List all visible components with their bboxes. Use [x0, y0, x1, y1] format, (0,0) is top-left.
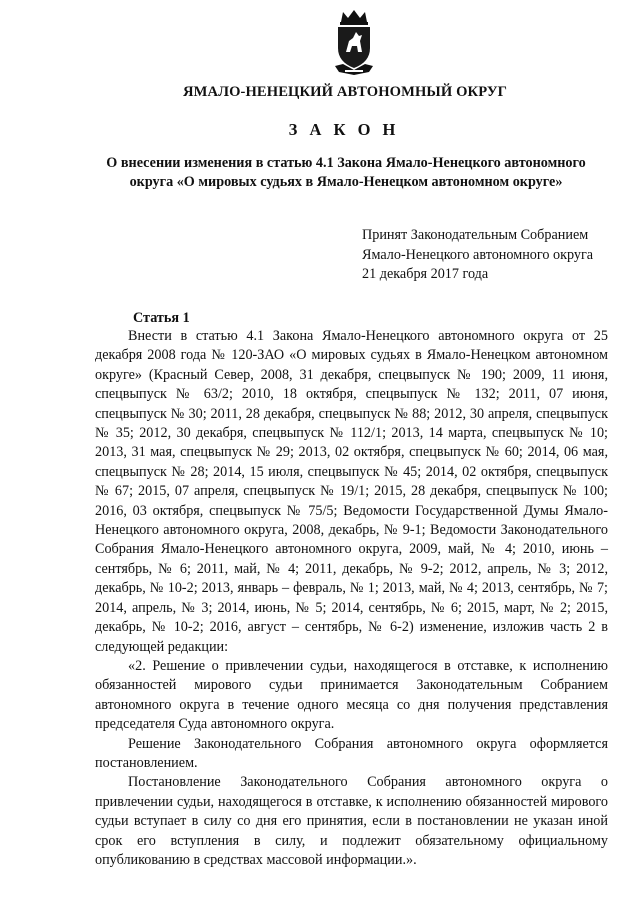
article-paragraph: Внести в статью 4.1 Закона Ямало-Ненецкого автономного округа от 25 декабря 2008 года № 120-ЗАО «О мировых судьях в Ямало-Ненецком автономном округе» (Красный Север, 2008, 31 декабря, спецвыпуск № 190; 2009, 11 июня, спецвыпуск № 63/2; 2010, 18 октября, спецвыпуск № 132; 2011, 07 июня, спецвыпуск № 30; 2011, 28 декабря, спецвыпуск № 88; 2012, 30 апреля, спецвыпуск № 35; 2012, 30 декабря, спецвыпуск № 112/1; 2013, 14 марта, спецвыпуск № 10; 2013, 31 мая, спецвыпуск № 29; 2013, 02 октября, спецвыпуск № 60; 2014, 06 мая, спецвыпуск № 28; 2014, 15 июля, спецвыпуск № 45; 2014, 02 октября, спецвыпуск № 67; 2015, 07 апреля, спецвыпуск № 19/1; 2015, 28 декабря, спецвыпуск № 100; 2016, 03 октября, спецвыпуск № 75/5; Ведомости Государственной Думы Ямало-Ненецкого автономного округа, 2008, декабрь, № 9-1; Ведомости Законодательного Собрания Ямало-Ненецкого автономного округа, 2009, май, № 4; 2010, июнь – сентябрь, № 6; 2011, май, № 4; 2011, декабрь, № 9-2; 2012, апрель, № 3; 2012, декабрь, № 10-2; 2013, январь – февраль, № 1; 2013, май, № 4; 2013, сентябрь, № 7; 2014, апрель, № 3; 2014, июнь, № 5; 2014, сентябрь, № 6; 2015, март, № 2; 2015, декабрь, № 10-2; 2016, август – сентябрь, № 6-2) изменение, изложив часть 2 в следующей редакции: [95, 328, 608, 655]
region-heading: ЯМАЛО-НЕНЕЦКИЙ АВТОНОМНЫЙ ОКРУГ [182, 84, 508, 100]
article-body [95, 327, 608, 870]
article-paragraph: Постановление Законодательного Собрания автономного округа о привлечении судьи, находящегося в отставке, к исполнению обязанностей мирового судьи вступает в силу со дня его принятия, если в постановлении не указан иной срок его вступления в силу, и подлежит обязательному официальному опубликованию в средствах массовой информации.». [95, 774, 608, 868]
article-paragraph: Решение Законодательного Собрания автономного округа оформляется постановлением. [95, 735, 608, 771]
coat-of-arms-icon [331, 8, 377, 78]
article-title: Статья 1 [133, 310, 190, 326]
adoption-date: 21 декабря 2017 года [362, 266, 489, 282]
adoption-note [362, 226, 593, 285]
adoption-line: Ямало-Ненецкого автономного округа [362, 246, 594, 263]
article-paragraph: «2. Решение о привлечении судьи, находящегося в отставке, к исполнению обязанностей мирового судьи принимается Законодательным Собранием автономного округа в течение одного месяца со дня получения представления председателя Суда автономного округа. [95, 657, 608, 733]
document-type-heading: З А К О Н [288, 120, 400, 139]
adoption-line: Принят Законодательным Собранием [362, 227, 589, 243]
law-subject: О внесении изменения в статью 4.1 Закона Ямало-Ненецкого автономного округа «О мировых судьях в Ямало-Ненецком автономном округе» [106, 155, 586, 190]
